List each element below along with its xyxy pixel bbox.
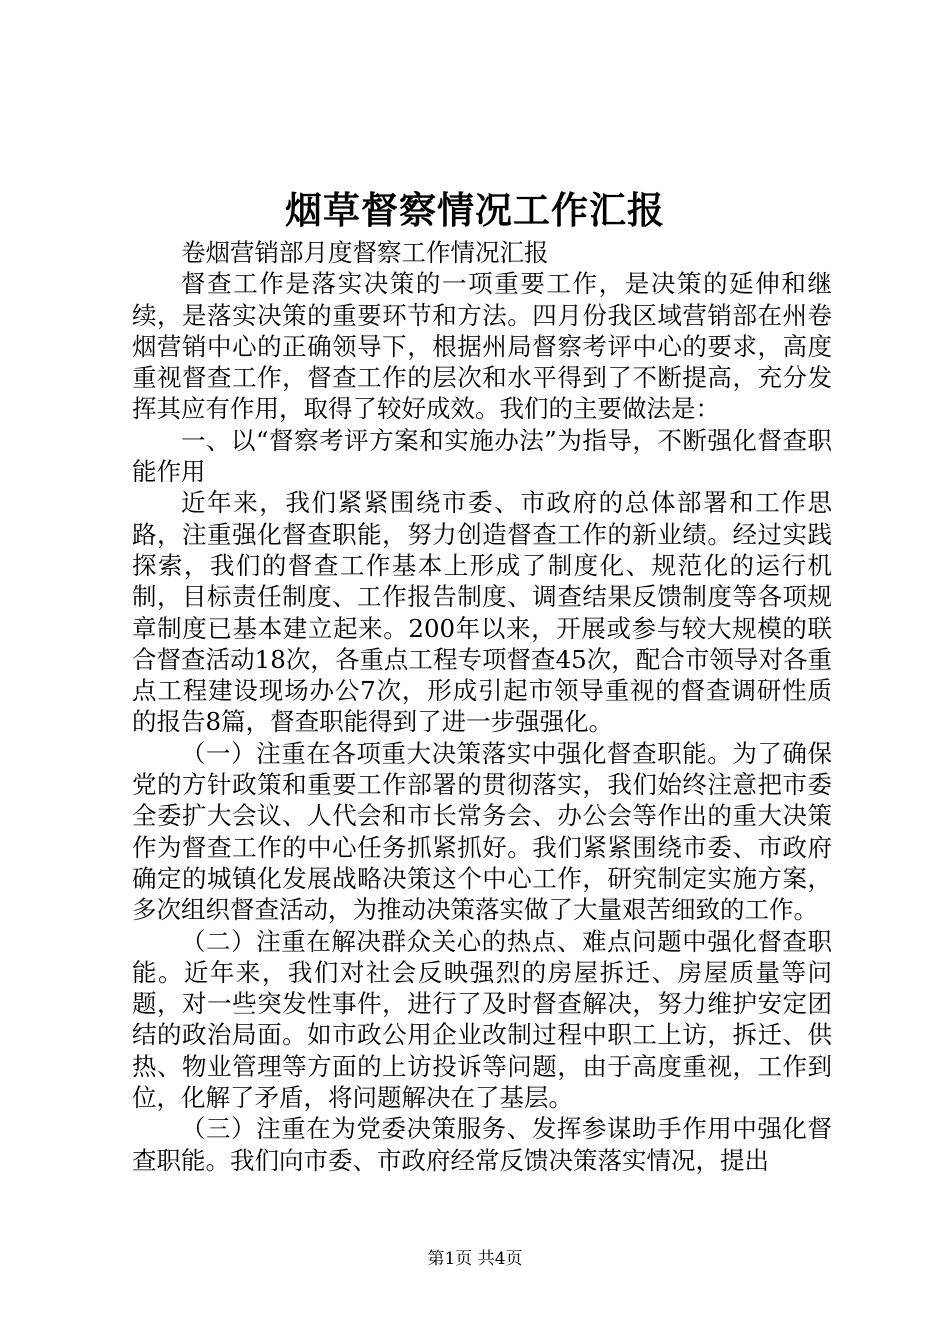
body-paragraph: （一）注重在各项重大决策落实中强化督查职能。为了确保党的方针政策和重要工作部署的贯彻落实，我们始终注意把市委全委扩大会议、人代会和市长常务会、办公会等作出的重大决策作为督查工作的中心任务抓紧抓好。我们紧紧围绕市委、市政府确定的城镇化发展战略决策这个中心工作，研究制定实施方案，多次组织督查活动，为推动决策落实做了大量艰苦细致的工作。	[132, 738, 832, 925]
body-paragraph: 督查工作是落实决策的一项重要工作，是决策的延伸和继续，是落实决策的重要环节和方法。四月份我区域营销部在州卷烟营销中心的正确领导下，根据州局督察考评中心的要求，高度重视督查工作，督查工作的层次和水平得到了不断提高，充分发挥其应有作用，取得了较好成效。我们的主要做法是：	[132, 269, 832, 424]
body-paragraph: 近年来，我们紧紧围绕市委、市政府的总体部署和工作思路，注重强化督查职能，努力创造督查工作的新业绩。经过实践探索，我们的督查工作基本上形成了制度化、规范化的运行机制，目标责任制度、工作报告制度、调查结果反馈制度等各项规章制度已基本建立起来。200年以来，开展或参与较大规模的联合督查活动18次，各重点工程专项督查45次，配合市领导对各重点工程建设现场办公7次，形成引起市领导重视的督查调研性质的报告8篇，督查职能得到了进一步强强化。	[132, 488, 832, 737]
document-body	[132, 237, 832, 1176]
section-heading-paragraph: 一、以“督察考评方案和实施办法”为指导，不断强化督查职能作用	[132, 425, 832, 487]
document-title: 烟草督察情况工作汇报	[285, 188, 665, 232]
subtitle-paragraph: 卷烟营销部月度督察工作情况汇报	[181, 238, 549, 267]
body-paragraph: （二）注重在解决群众关心的热点、难点问题中强化督查职能。近年来，我们对社会反映强烈的房屋拆迁、房屋质量等问题，对一些突发性事件，进行了及时督查解决，努力维护安定团结的政治局面。如市政公用企业改制过程中职工上访，拆迁、供热、物业管理等方面的上访投诉等问题，由于高度重视，工作到位，化解了矛盾，将问题解决在了基层。	[132, 926, 832, 1113]
body-paragraph: （三）注重在为党委决策服务、发挥参谋助手作用中强化督查职能。我们向市委、市政府经常反馈决策落实情况，提出	[132, 1114, 832, 1175]
page-number-footer: 第1页 共4页	[427, 1249, 523, 1269]
